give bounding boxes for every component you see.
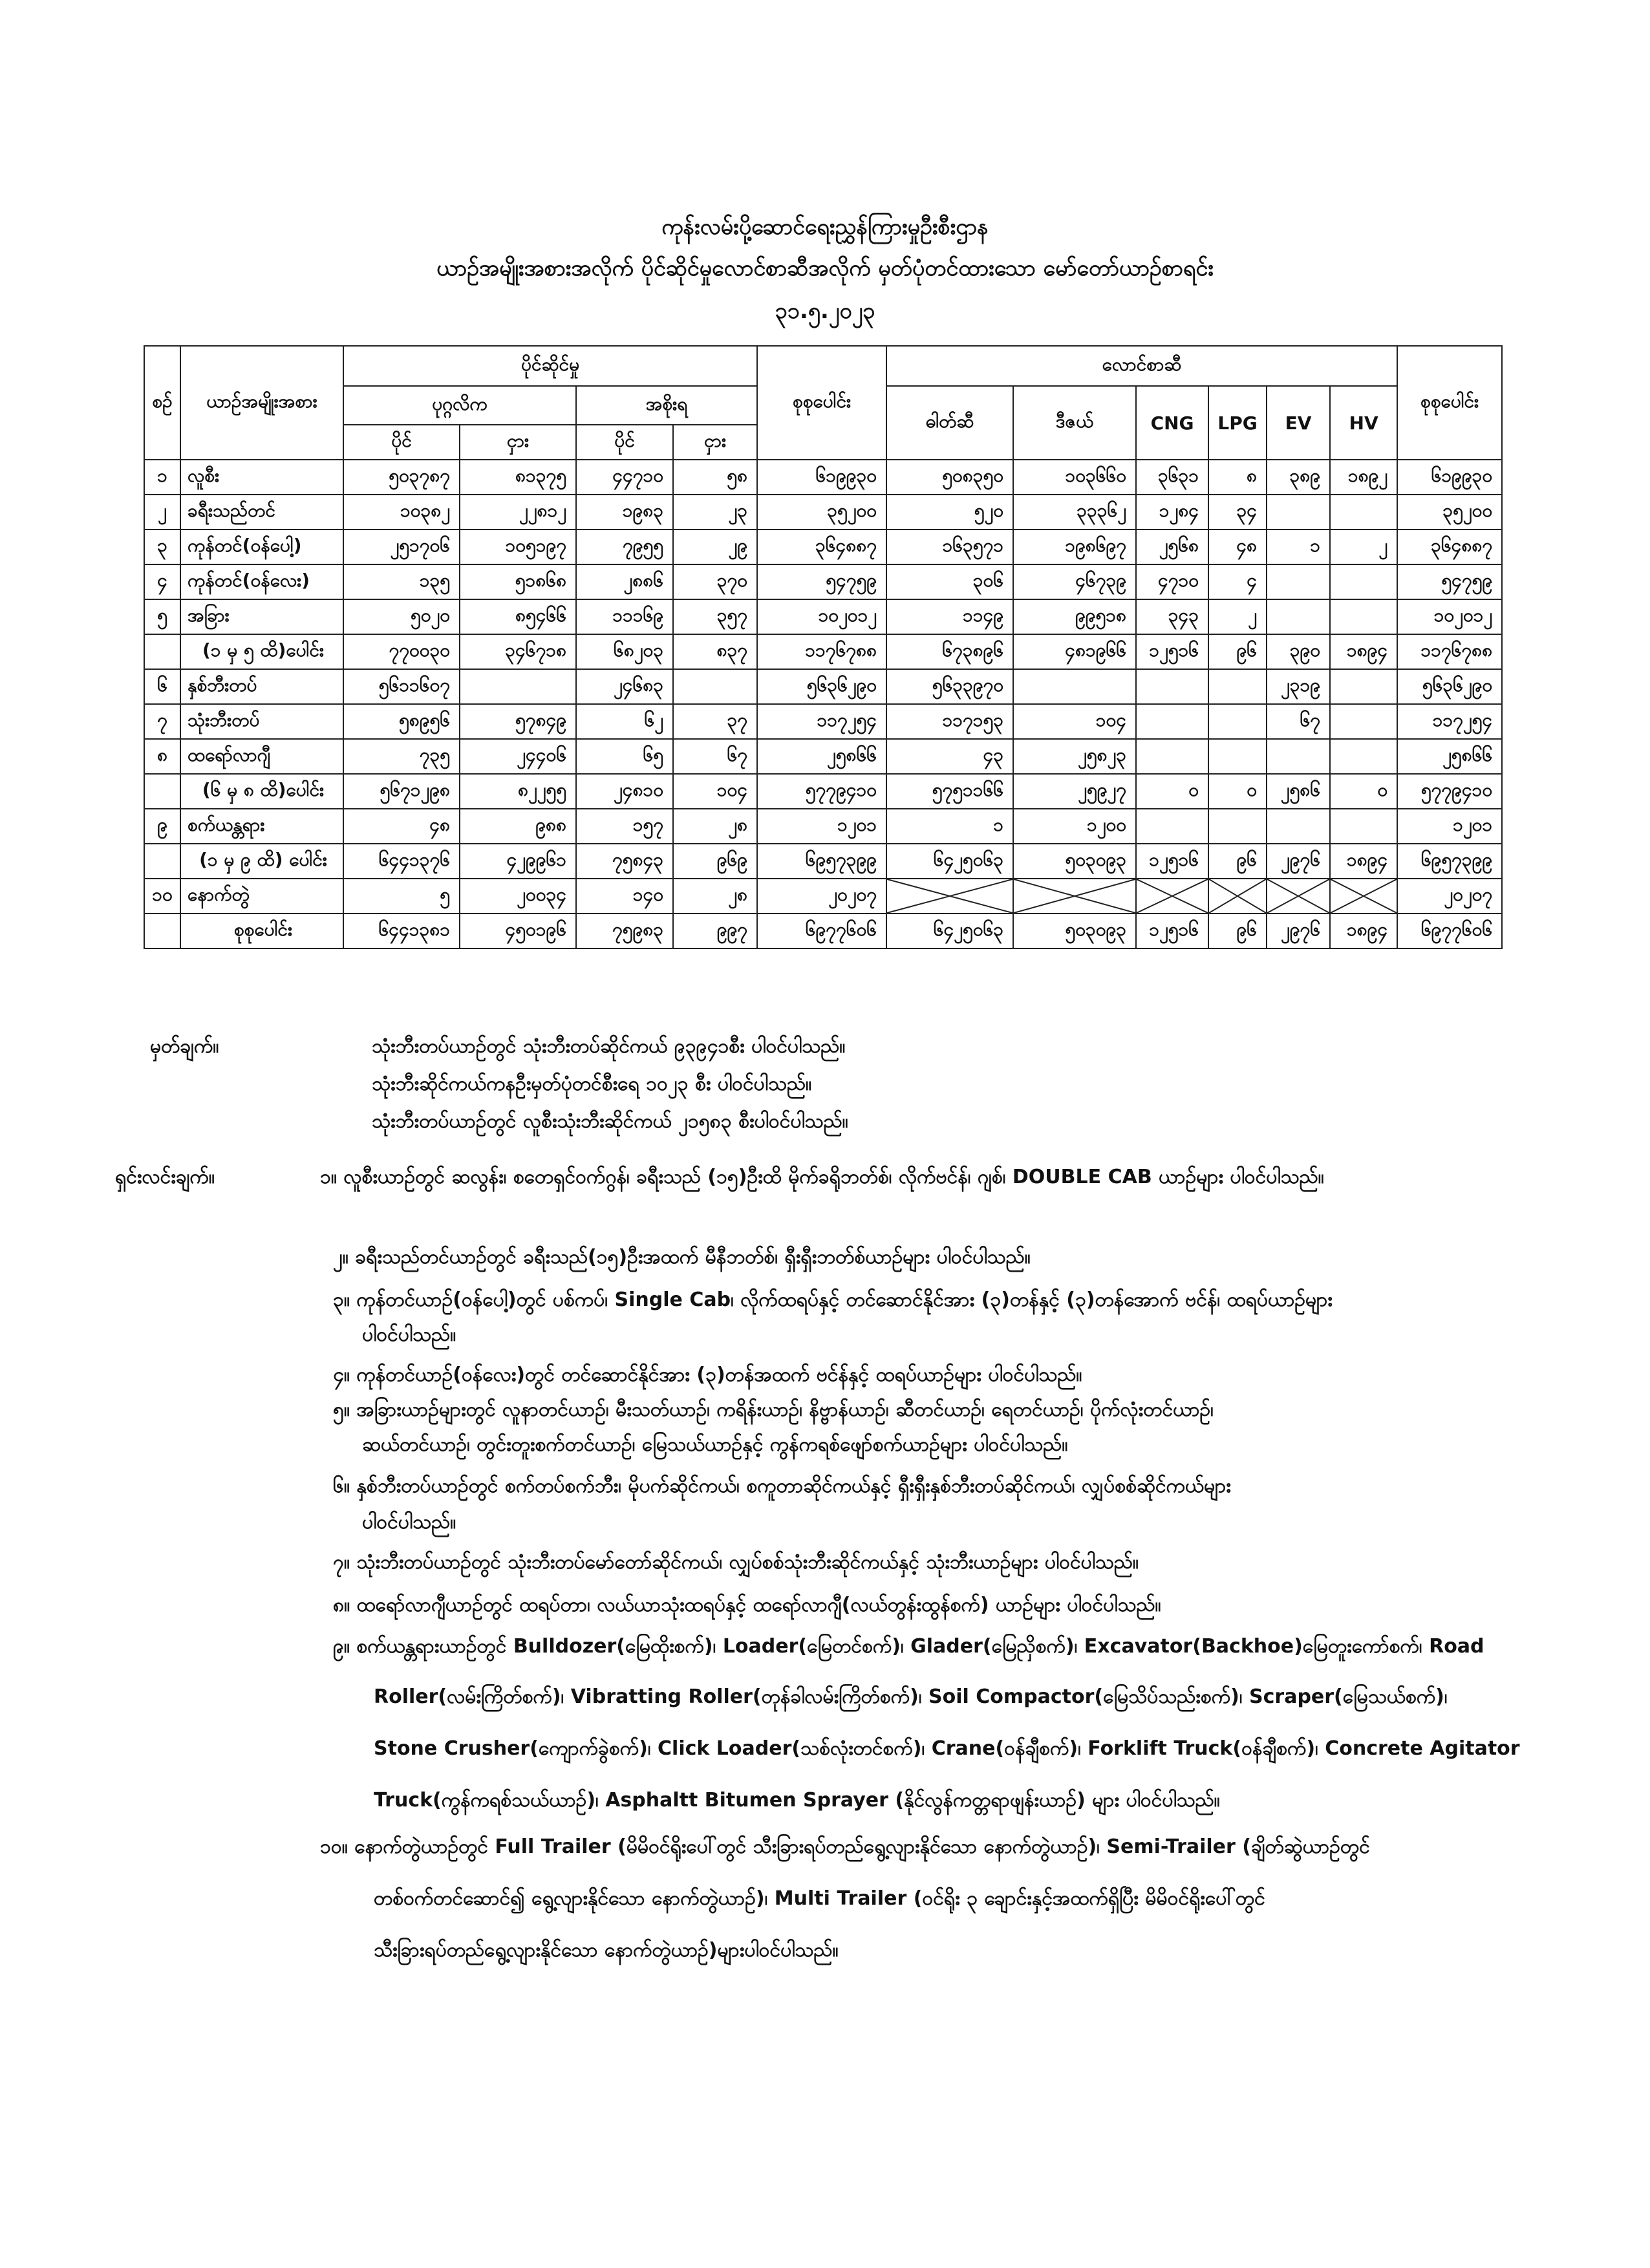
cell-value: ၂၃ <box>673 495 757 530</box>
header-total-fuel: စုစုပေါင်း <box>1397 346 1502 460</box>
cell-value <box>673 669 757 704</box>
explanation-line: ၅။ အခြားယာဉ်များတွင် လူနာတင်ယာဉ်၊ မီးသတ်ယာဉ်၊ ကရိန်းယာဉ်၊ နိဗ္ဗာန်ယာဉ်၊ ဆီတင်ယာဉ်၊ ရေတင်ယာဉ်၊ ပိုက်လုံးတင်ယာဉ်၊ <box>333 1398 1214 1421</box>
cell-value: ၁၈၉၄ <box>1330 844 1397 879</box>
cell-value: ၇၃၅ <box>343 739 460 774</box>
explanation-line: Stone Crusher(ကျောက်ခွဲစက်)၊ Click Loader(သစ်လုံးတင်စက်)၊ Crane(ဝန်ချီစက်)၊ Forklift Truck(ဝန်ချီစက်)၊ Concrete Agitator <box>374 1737 1520 1760</box>
cell-value: ၆၄၄၁၃၇၆ <box>343 844 460 879</box>
cell-value: ၂၃၁၉ <box>1267 669 1330 704</box>
cell-value <box>1136 809 1208 844</box>
table-row <box>144 530 1502 564</box>
header-diesel: ဒီဇယ် <box>1013 386 1136 460</box>
cell-value: ၅၇၅၁၁၆၆ <box>886 774 1013 809</box>
cell-value: ၁၀၄ <box>673 774 757 809</box>
cell-value: ၆၉၇၇၆၀၆ <box>1397 914 1502 948</box>
cell-value: ၆၇ <box>1267 704 1330 739</box>
cell-value: ၄ <box>1208 564 1267 599</box>
table-row <box>144 844 1502 879</box>
explanation-line: တစ်ဝက်တင်ဆောင်၍ ရွေ့လျားနိုင်သော နောက်တွဲယာဉ်)၊ Multi Trailer (ဝင်ရိုး ၃ ချောင်းနှင့်အထက်ရှိပြီး မိမိဝင်ရိုးပေါ်တွင် <box>374 1887 1265 1910</box>
header-vehicle-type: ယာဉ်အမျိုးအစား <box>180 346 343 460</box>
row-vehicle-type: (၆ မှ ၈ ထိ)ပေါင်း <box>180 774 343 809</box>
cell-value: ၂၄၄၀၆ <box>460 739 576 774</box>
cell-value <box>1208 704 1267 739</box>
cell-value: ၉၆ <box>1208 844 1267 879</box>
cell-value <box>1267 564 1330 599</box>
table-row <box>144 495 1502 530</box>
cell-value: ၃၇၀ <box>673 564 757 599</box>
cell-value <box>1208 809 1267 844</box>
cell-value: ၁၂၅၁၆ <box>1136 634 1208 669</box>
explanation-line: ၄။ ကုန်တင်ယာဉ်(ဝန်လေး)တွင် တင်ဆောင်နိုင်အား (၃)တန်အထက် ဗင်န်နှင့် ထရပ်ယာဉ်များ ပါဝင်ပါသည်။ <box>333 1364 1082 1386</box>
cell-value: ၁၂၅၁၆ <box>1136 844 1208 879</box>
cell-value <box>1267 599 1330 634</box>
cell-value <box>1330 495 1397 530</box>
row-number: ၁ <box>144 460 180 495</box>
cell-value: ၂၀၀၃၄ <box>460 879 576 914</box>
crossed-out-cell <box>1330 879 1397 914</box>
cell-value: ၁၁၇၁၅၃ <box>886 704 1013 739</box>
cell-value: ၃၄၃ <box>1136 599 1208 634</box>
crossed-out-cell <box>1267 879 1330 914</box>
cell-value: ၁၂၅၁၆ <box>1136 914 1208 948</box>
cell-value: ၃၄၆၇၁၈ <box>460 634 576 669</box>
header-hv: HV <box>1330 386 1397 460</box>
header-lpg: LPG <box>1208 386 1267 460</box>
cell-value: ၁၉၈၆၉၇ <box>1013 530 1136 564</box>
cell-value: ၄၇၁၀ <box>1136 564 1208 599</box>
cell-value: ၆၅ <box>576 739 673 774</box>
cell-value: ၁ <box>1267 530 1330 564</box>
cell-value: ၉၆ <box>1208 634 1267 669</box>
explanation-line: ၉။ စက်ယန္တရားယာဉ်တွင် Bulldozer(မြေထိုးစက်)၊ Loader(မြေတင်စက်)၊ Glader(မြေညှိစက်)၊ Excavator(Backhoe)မြေတူးကော်စက်၊ Road <box>333 1635 1484 1658</box>
header-fuel: လောင်စာဆီ <box>886 346 1397 386</box>
cell-value: ၁၂၀၁ <box>1397 809 1502 844</box>
cell-value <box>1208 739 1267 774</box>
cell-value: ၁၉၈၃ <box>576 495 673 530</box>
cell-value: ၂၄၆၈၃ <box>576 669 673 704</box>
cell-value: ၂၈၈၆ <box>576 564 673 599</box>
cell-value: ၁၈၉၂ <box>1330 460 1397 495</box>
cell-value: ၁၈၉၄ <box>1330 914 1397 948</box>
cell-value <box>1136 739 1208 774</box>
explanation-line: ၈။ ထရော်လာဂျီယာဉ်တွင် ထရပ်တာ၊ လယ်ယာသုံးထရပ်နှင့် ထရော်လာဂျီ(လယ်တွန်းထွန်စက်) ယာဉ်များ ပါဝင်ပါသည်။ <box>333 1594 1161 1616</box>
cell-value <box>1267 495 1330 530</box>
cell-value: ၅၀၃၇၈၇ <box>343 460 460 495</box>
cell-value: ၃၆၄၈၈၇ <box>757 530 886 564</box>
row-number: ၂ <box>144 495 180 530</box>
cell-value <box>1330 704 1397 739</box>
cell-value <box>460 669 576 704</box>
cell-value: ၂၅၈၂၃ <box>1013 739 1136 774</box>
cell-value: ၁၁၇၂၅၄ <box>757 704 886 739</box>
explanation-line: ပါဝင်ပါသည်။ <box>362 1511 456 1534</box>
table-row <box>144 914 1502 948</box>
cell-value <box>1330 739 1397 774</box>
cell-value: ၉၆၉ <box>673 844 757 879</box>
cell-value: ၁၁၇၂၅၄ <box>1397 704 1502 739</box>
table-row <box>144 774 1502 809</box>
explanation-line: ဆယ်တင်ယာဉ်၊ တွင်းတူးစက်တင်ယာဉ်၊ မြေသယ်ယာဉ်နှင့် ကွန်ကရစ်ဖျော်စက်ယာဉ်များ ပါဝင်ပါသည်။ <box>362 1433 1068 1456</box>
cell-value: ၅၀၈၃၅၀ <box>886 460 1013 495</box>
cell-value: ၁၆၃၅၇၁ <box>886 530 1013 564</box>
cell-value: ၉၉၅၁၈ <box>1013 599 1136 634</box>
row-number: ၄ <box>144 564 180 599</box>
cell-value <box>1013 669 1136 704</box>
cell-value: ၃၄ <box>1208 495 1267 530</box>
cell-value: ၈၃၇ <box>673 634 757 669</box>
cell-value: ၂၅၈၆ <box>1267 774 1330 809</box>
cell-value: ၂၅၁၇၀၆ <box>343 530 460 564</box>
cell-value: ၅၆၃၆၂၉၀ <box>757 669 886 704</box>
cell-value: ၆၄၄၁၃၈၁ <box>343 914 460 948</box>
cell-value: ၅၀၃၀၉၃ <box>1013 844 1136 879</box>
cell-value: ၆၇ <box>673 739 757 774</box>
department-title: ကုန်းလမ်းပို့ဆောင်ရေးညွှန်ကြားမှုဦးစီးဌာန <box>661 214 989 240</box>
cell-value: ၁၀၂၀၁၂ <box>757 599 886 634</box>
cell-value: ၂၈ <box>673 879 757 914</box>
cell-value: ၄၈၁၉၆၆ <box>1013 634 1136 669</box>
cell-value: ၅၇၈၄၉ <box>460 704 576 739</box>
cell-value: ၆၁၉၉၃၀ <box>757 460 886 495</box>
note-item: သုံးဘီးဆိုင်ကယ်ကနဦးမှတ်ပုံတင်စီးရေ ၁၀၂၃ စီး ပါဝင်ပါသည်။ <box>372 1073 812 1095</box>
explanations-label: ရှင်းလင်းချက်။ <box>115 1166 215 1188</box>
cell-value: ၀ <box>1136 774 1208 809</box>
table-row <box>144 879 1502 914</box>
cell-value: ၈၂၂၅၅ <box>460 774 576 809</box>
explanation-line: ၁၀။ နောက်တွဲယာဉ်တွင် Full Trailer (မိမိဝင်ရိုးပေါ်တွင် သီးခြားရပ်တည်ရွေ့လျားနိုင်သော နောက်တွဲယာဉ်)၊ Semi-Trailer (ချိတ်ဆွဲယာဉ်တွင် <box>320 1835 1370 1858</box>
cell-value: ၁၁၁၆၉ <box>576 599 673 634</box>
note-item: သုံးဘီးတပ်ယာဉ်တွင် လူစီးသုံးဘီးဆိုင်ကယ် ၂၁၅၈၃ စီးပါဝင်ပါသည်။ <box>372 1110 848 1133</box>
header-total-ownership: စုစုပေါင်း <box>757 346 886 460</box>
explanation-line: ပါဝင်ပါသည်။ <box>362 1323 456 1346</box>
table-body <box>144 460 1502 948</box>
cell-value: ၁၀၃၈၂ <box>343 495 460 530</box>
cell-value: ၂၂၈၁၂ <box>460 495 576 530</box>
row-number: ၅ <box>144 599 180 634</box>
cell-value: ၂၅၈၆၆ <box>1397 739 1502 774</box>
cell-value: ၁၀၂၀၁၂ <box>1397 599 1502 634</box>
cell-value: ၅၂၀ <box>886 495 1013 530</box>
notes-label: မှတ်ချက်။ <box>150 1035 219 1058</box>
cell-value: ၅၇၇၉၄၁၀ <box>757 774 886 809</box>
table-row <box>144 564 1502 599</box>
cell-value <box>1267 739 1330 774</box>
cell-value: ၄၅၀၁၉၆ <box>460 914 576 948</box>
row-vehicle-type: စုစုပေါင်း <box>180 914 343 948</box>
cell-value: ၂၅၈၆၆ <box>757 739 886 774</box>
cell-value: ၄၂၉၉၆၁ <box>460 844 576 879</box>
cell-value: ၂၅၉၂၇ <box>1013 774 1136 809</box>
cell-value: ၁၂၀၀ <box>1013 809 1136 844</box>
explanation-line: သီးခြားရပ်တည်ရွေ့လျားနိုင်သော နောက်တွဲယာဉ်)များပါဝင်ပါသည်။ <box>374 1939 839 1962</box>
cell-value: ၁၈၉၄ <box>1330 634 1397 669</box>
crossed-out-cell <box>1208 879 1267 914</box>
explanation-line: ၂။ ခရီးသည်တင်ယာဉ်တွင် ခရီးသည်(၁၅)ဦးအထက် မီနီဘတ်စ်၊ ရှီးရှီးဘတ်စ်ယာဉ်များ ပါဝင်ပါသည်။ <box>333 1246 1031 1268</box>
cell-value: ၁၀၄ <box>1013 704 1136 739</box>
cell-value: ၄၈ <box>1208 530 1267 564</box>
report-title: ယာဉ်အမျိုးအစားအလိုက် ပိုင်ဆိုင်မှုလောင်စာဆီအလိုက် မှတ်ပုံတင်ထားသော မော်တော်ယာဉ်စာရင်း <box>436 255 1214 281</box>
cell-value: ၆၉၇၇၆၀၆ <box>757 914 886 948</box>
row-number: ၆ <box>144 669 180 704</box>
table-row <box>144 634 1502 669</box>
cell-value: ၈ <box>1208 460 1267 495</box>
row-vehicle-type: နှစ်ဘီးတပ် <box>180 669 343 704</box>
cell-value: ၃၈၉ <box>1267 460 1330 495</box>
cell-value: ၀ <box>1330 774 1397 809</box>
cell-value: ၃၅၂၀၀ <box>1397 495 1502 530</box>
cell-value: ၅၆၁၁၆၀၇ <box>343 669 460 704</box>
cell-value: ၁၅၇ <box>576 809 673 844</box>
cell-value <box>1267 809 1330 844</box>
cell-value <box>1136 704 1208 739</box>
cell-value: ၂ <box>1208 599 1267 634</box>
cell-value: ၁၄၀ <box>576 879 673 914</box>
header-private-own: ပိုင် <box>343 425 460 460</box>
cell-value: ၅၈၉၅၆ <box>343 704 460 739</box>
row-number <box>144 634 180 669</box>
crossed-out-cell <box>886 879 1013 914</box>
explanation-line: ၁။ လူစီးယာဉ်တွင် ဆလွန်း၊ စတေရှင်ဝက်ဂွန်၊ ခရီးသည် (၁၅)ဦးထိ မိုက်ခရိုဘတ်စ်၊ လိုက်ဗင်န်၊ ဂျစ်၊ DOUBLE CAB ယာဉ်များ ပါဝင်ပါသည်။ <box>320 1166 1324 1188</box>
cell-value: ၂၄၈၁၀ <box>576 774 673 809</box>
cell-value: ၃၅၇ <box>673 599 757 634</box>
cell-value: ၇၅၉၈၃ <box>576 914 673 948</box>
explanation-line: ၃။ ကုန်တင်ယာဉ်(ဝန်ပေါ့)တွင် ပစ်ကပ်၊ Single Cab၊ လိုက်ထရပ်နှင့် တင်ဆောင်နိုင်အား (၃)တန်နှင့် (၃)တန်အောက် ဗင်န်၊ ထရပ်ယာဉ်များ <box>333 1289 1333 1311</box>
note-item: သုံးဘီးတပ်ယာဉ်တွင် သုံးဘီးတပ်ဆိုင်ကယ် ၉၃၉၄၁စီး ပါဝင်ပါသည်။ <box>372 1035 846 1058</box>
header-government-rent: ငှား <box>673 425 757 460</box>
cell-value <box>1330 669 1397 704</box>
row-number: ၈ <box>144 739 180 774</box>
cell-value: ၅၄၇၅၉ <box>757 564 886 599</box>
row-vehicle-type: ခရီးသည်တင် <box>180 495 343 530</box>
cell-value: ၂၀၂၀၇ <box>1397 879 1502 914</box>
cell-value <box>1136 669 1208 704</box>
cell-value: ၁၃၅ <box>343 564 460 599</box>
cell-value: ၄၆၇၃၉ <box>1013 564 1136 599</box>
row-vehicle-type: ထရော်လာဂျီ <box>180 739 343 774</box>
table-row <box>144 739 1502 774</box>
cell-value: ၅ <box>343 879 460 914</box>
cell-value: ၂၉၇၆ <box>1267 914 1330 948</box>
cell-value: ၉၆ <box>1208 914 1267 948</box>
header-private: ပုဂ္ဂလိက <box>343 386 576 425</box>
cell-value: ၁၁၄၉ <box>886 599 1013 634</box>
row-number: ၇ <box>144 704 180 739</box>
cell-value: ၆၄၂၅၀၆၃ <box>886 844 1013 879</box>
cell-value: ၅၇၇၉၄၁၀ <box>1397 774 1502 809</box>
cell-value: ၅၁၈၆၈ <box>460 564 576 599</box>
cell-value: ၄၃ <box>886 739 1013 774</box>
cell-value: ၅၆၃၆၂၉၀ <box>1397 669 1502 704</box>
header-petrol: ဓါတ်ဆီ <box>886 386 1013 460</box>
header-private-rent: ငှား <box>460 425 576 460</box>
cell-value: ၅၀၃၀၉၃ <box>1013 914 1136 948</box>
cell-value: ၁၀၅၁၉၇ <box>460 530 576 564</box>
cell-value: ၃၅၂၀၀ <box>757 495 886 530</box>
row-vehicle-type: (၁ မှ ၅ ထိ)ပေါင်း <box>180 634 343 669</box>
row-vehicle-type: နောက်တွဲ <box>180 879 343 914</box>
cell-value: ၇၅၈၄၃ <box>576 844 673 879</box>
row-vehicle-type: သုံးဘီးတပ် <box>180 704 343 739</box>
cell-value: ၆၁၉၉၃၀ <box>1397 460 1502 495</box>
cell-value: ၀ <box>1208 774 1267 809</box>
row-vehicle-type: ကုန်တင်(ဝန်ပေါ့) <box>180 530 343 564</box>
cell-value <box>1330 599 1397 634</box>
cell-value: ၆၈၂၀၃ <box>576 634 673 669</box>
crossed-out-cell <box>1013 879 1136 914</box>
cell-value: ၁၂၀၁ <box>757 809 886 844</box>
cell-value: ၂၈ <box>673 809 757 844</box>
cell-value: ၃၆၃၁ <box>1136 460 1208 495</box>
header-cng: CNG <box>1136 386 1208 460</box>
cell-value: ၂ <box>1330 530 1397 564</box>
table-row <box>144 704 1502 739</box>
table-row <box>144 599 1502 634</box>
cell-value: ၉၈၈ <box>460 809 576 844</box>
explanation-line: Roller(လမ်းကြိတ်စက်)၊ Vibratting Roller(တုန်ခါလမ်းကြိတ်စက်)၊ Soil Compactor(မြေသိပ်သည်းစက်)၊ Scraper(မြေသယ်စက်)၊ <box>374 1685 1448 1708</box>
row-number <box>144 844 180 879</box>
cell-value <box>1330 564 1397 599</box>
cell-value: ၅၆၃၃၉၇၀ <box>886 669 1013 704</box>
cell-value: ၁၂၈၄ <box>1136 495 1208 530</box>
row-number <box>144 914 180 948</box>
cell-value: ၂၉၇၆ <box>1267 844 1330 879</box>
cell-value: ၇၉၅၅ <box>576 530 673 564</box>
cell-value: ၅၀၂၀ <box>343 599 460 634</box>
cell-value: ၄၄၇၁၀ <box>576 460 673 495</box>
row-vehicle-type: ကုန်တင်(ဝန်လေး) <box>180 564 343 599</box>
cell-value: ၆၉၅၇၃၉၉ <box>1397 844 1502 879</box>
cell-value: ၆၂ <box>576 704 673 739</box>
cell-value: ၂၉ <box>673 530 757 564</box>
cell-value: ၂၅၆၈ <box>1136 530 1208 564</box>
header-government-own: ပိုင် <box>576 425 673 460</box>
cell-value: ၃၃၃၆၂ <box>1013 495 1136 530</box>
row-number: ၁၀ <box>144 879 180 914</box>
report-date: ၃၁.၅.၂၀၂၃ <box>775 298 875 324</box>
cell-value: ၆၉၅၇၃၉၉ <box>757 844 886 879</box>
cell-value: ၁၀၃၆၆၀ <box>1013 460 1136 495</box>
cell-value: ၁၁၇၆၇၈၈ <box>1397 634 1502 669</box>
cell-value: ၈၁၃၇၅ <box>460 460 576 495</box>
cell-value <box>1330 809 1397 844</box>
row-vehicle-type: အခြား <box>180 599 343 634</box>
cell-value: ၆၄၂၅၀၆၃ <box>886 914 1013 948</box>
row-vehicle-type: စက်ယန္တရား <box>180 809 343 844</box>
row-number: ၃ <box>144 530 180 564</box>
cell-value: ၄၈ <box>343 809 460 844</box>
cell-value: ၃၉၀ <box>1267 634 1330 669</box>
explanation-line: ၆။ နှစ်ဘီးတပ်ယာဉ်တွင် စက်တပ်စက်ဘီး၊ မိုပက်ဆိုင်ကယ်၊ စကူတာဆိုင်ကယ်နှင့် ရှီးရှီးနှစ်ဘီးတပ်ဆိုင်ကယ်၊ လျှပ်စစ်ဆိုင်ကယ်များ <box>333 1475 1231 1497</box>
cell-value: ၃၆၄၈၈၇ <box>1397 530 1502 564</box>
cell-value: ၉၉၇ <box>673 914 757 948</box>
row-number <box>144 774 180 809</box>
header-no: စဉ် <box>144 346 180 460</box>
header-government: အစိုးရ <box>576 386 757 425</box>
row-vehicle-type: လူစီး <box>180 460 343 495</box>
row-number: ၉ <box>144 809 180 844</box>
cell-value: ၃၇ <box>673 704 757 739</box>
cell-value: ၅၈ <box>673 460 757 495</box>
header-ownership: ပိုင်ဆိုင်မှု <box>343 346 757 386</box>
explanation-line: Truck(ကွန်ကရစ်သယ်ယာဉ်)၊ Asphaltt Bitumen Sprayer (နိုင်လွန်ကတ္တရာဖျန်းယာဉ်) များ ပါဝင်ပါသည်။ <box>374 1789 1220 1812</box>
vehicle-registration-table <box>144 345 1503 949</box>
cell-value: ၅၄၇၅၉ <box>1397 564 1502 599</box>
cell-value: ၆၇၃၈၉၆ <box>886 634 1013 669</box>
cell-value: ၁၁၇၆၇၈၈ <box>757 634 886 669</box>
cell-value: ၇၇၀၀၃၀ <box>343 634 460 669</box>
row-vehicle-type: (၁ မှ ၉ ထိ) ပေါင်း <box>180 844 343 879</box>
table-row <box>144 669 1502 704</box>
cell-value: ၅၆၇၁၂၉၈ <box>343 774 460 809</box>
cell-value: ၃၀၆ <box>886 564 1013 599</box>
table-row <box>144 809 1502 844</box>
crossed-out-cell <box>1136 879 1208 914</box>
cell-value: ၁ <box>886 809 1013 844</box>
table-row <box>144 460 1502 495</box>
cell-value: ၈၅၄၆၆ <box>460 599 576 634</box>
cell-value <box>1208 669 1267 704</box>
cell-value: ၂၀၂၀၇ <box>757 879 886 914</box>
explanation-line: ၇။ သုံးဘီးတပ်ယာဉ်တွင် သုံးဘီးတပ်မော်တော်ဆိုင်ကယ်၊ လျှပ်စစ်သုံးဘီးဆိုင်ကယ်နှင့် သုံးဘီးယာဉ်များ ပါဝင်ပါသည်။ <box>333 1551 1139 1574</box>
header-ev: EV <box>1267 386 1330 460</box>
